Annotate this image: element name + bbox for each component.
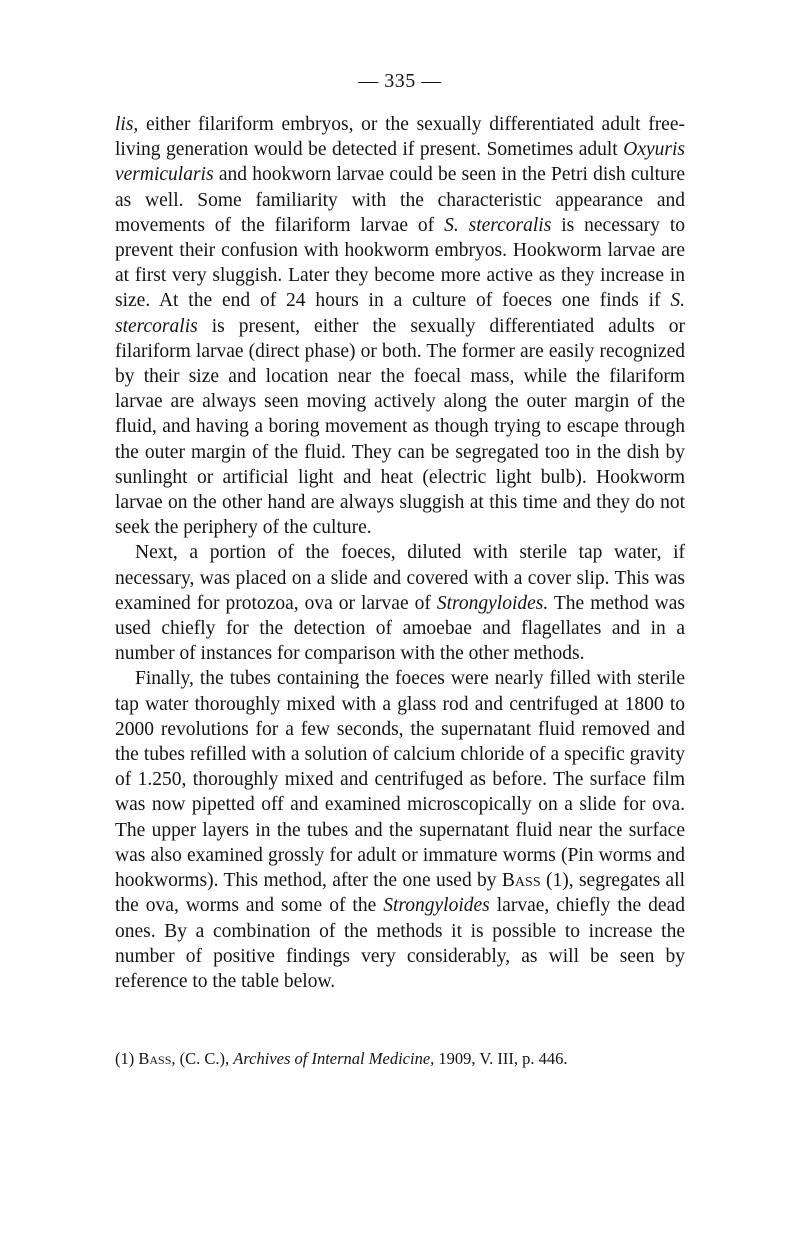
paragraph-text-run: Next, a portion of the foeces, diluted with sterile tap water, if necessary, was placed on a slide and covered with a cover slip. This was examined for protozoa, ova or larvae of — [115, 542, 685, 614]
page-number: — 335 — — [358, 70, 442, 92]
paragraph-text-run: Bass — [501, 870, 541, 892]
footnote-text-run: 1909, V. III, p. 446. — [434, 1049, 568, 1068]
paragraph-text-run: Strongyloides — [383, 895, 490, 917]
body-text — [115, 112, 685, 994]
paragraph-text-run: Oxyuris vermicularis — [115, 139, 685, 186]
paragraph-text-run: lis, — [115, 114, 139, 135]
paragraph-text-run: Finally, the tubes containing the foeces were nearly filled with sterile tap water thoroughly mixed with a glass rod and centrifuged at 1800 to 2000 revolutions for a few seconds, the supernatant fluid removed and the tubes refilled with a solution of calcium chloride of a specific gravity of 1.250, thoroughly mixed and centrifuged as before. The surface film was now pipetted off and examined microscopically on a slide for ova. The upper layers in the tubes and the supernatant fluid near the surface was also examined grossly for adult or immature worms (Pin worms and hookworms). This method, after the one used by — [115, 668, 685, 892]
paragraph-3 — [115, 666, 685, 994]
paragraph-text-run: (1), segregates all the ova, worms and some of the — [115, 870, 686, 917]
paragraph-text-run: larvae, chiefly the dead ones. By a combination of the methods it is possible to increase the number of positive findings very considerably, as will be seen by reference to the table below. — [115, 895, 685, 992]
footnote — [115, 1048, 685, 1070]
footnote-text-run: (1) — [115, 1049, 139, 1068]
paragraph-text-run: is necessary to prevent their confusion with hookworm embryos. Hookworm larvae are at first very sluggish. Later they become more active as they increase in size. At the end of 24 hours in a culture of foeces one finds if — [115, 214, 685, 312]
paragraph-2 — [115, 540, 685, 666]
paragraph-text-run: is present, either the sexually differentiated adults or filariform larvae (direct phase) or both. The former are easily recognized by their size and location near the foecal mass, while the filariform larvae are always seen moving actively along the outer margin of the fluid, and having a boring movement as though trying to escape through the outer margin of the fluid. They can be segregated too in the dish by sunlinght or artificial light and heat (electric light bulb). Hookworm larvae on the other hand are always sluggish at this time and they do not seek the periphery of the culture. — [115, 315, 685, 539]
paragraph-text-run: S. stercoralis — [115, 290, 685, 337]
paragraph-text-run: S. stercoralis — [444, 214, 552, 236]
footnote-text — [115, 1048, 685, 1070]
footnote-text-run: , (C. C.), — [171, 1049, 234, 1068]
footnote-text-run: Bass — [138, 1049, 172, 1068]
paragraph-text-run: and hookworn larvae could be seen in the Petri dish culture as well. Some familiarity with the characteristic appearance and movements of the filariform larvae of — [115, 164, 685, 236]
paragraph-1 — [115, 112, 685, 540]
paragraph-text-run: either filariform embryos, or the sexually differentiated adult free-living generation would be detected if present. Sometimes adult — [115, 114, 685, 161]
paragraph-text-run: The method was used chiefly for the detection of amoebae and flagellates and in a number of instances for comparison with the other methods. — [115, 592, 686, 665]
footnote-text-run: Archives of Internal Medicine, — [233, 1049, 435, 1068]
paragraph-text-run: Strongyloides. — [436, 592, 549, 614]
